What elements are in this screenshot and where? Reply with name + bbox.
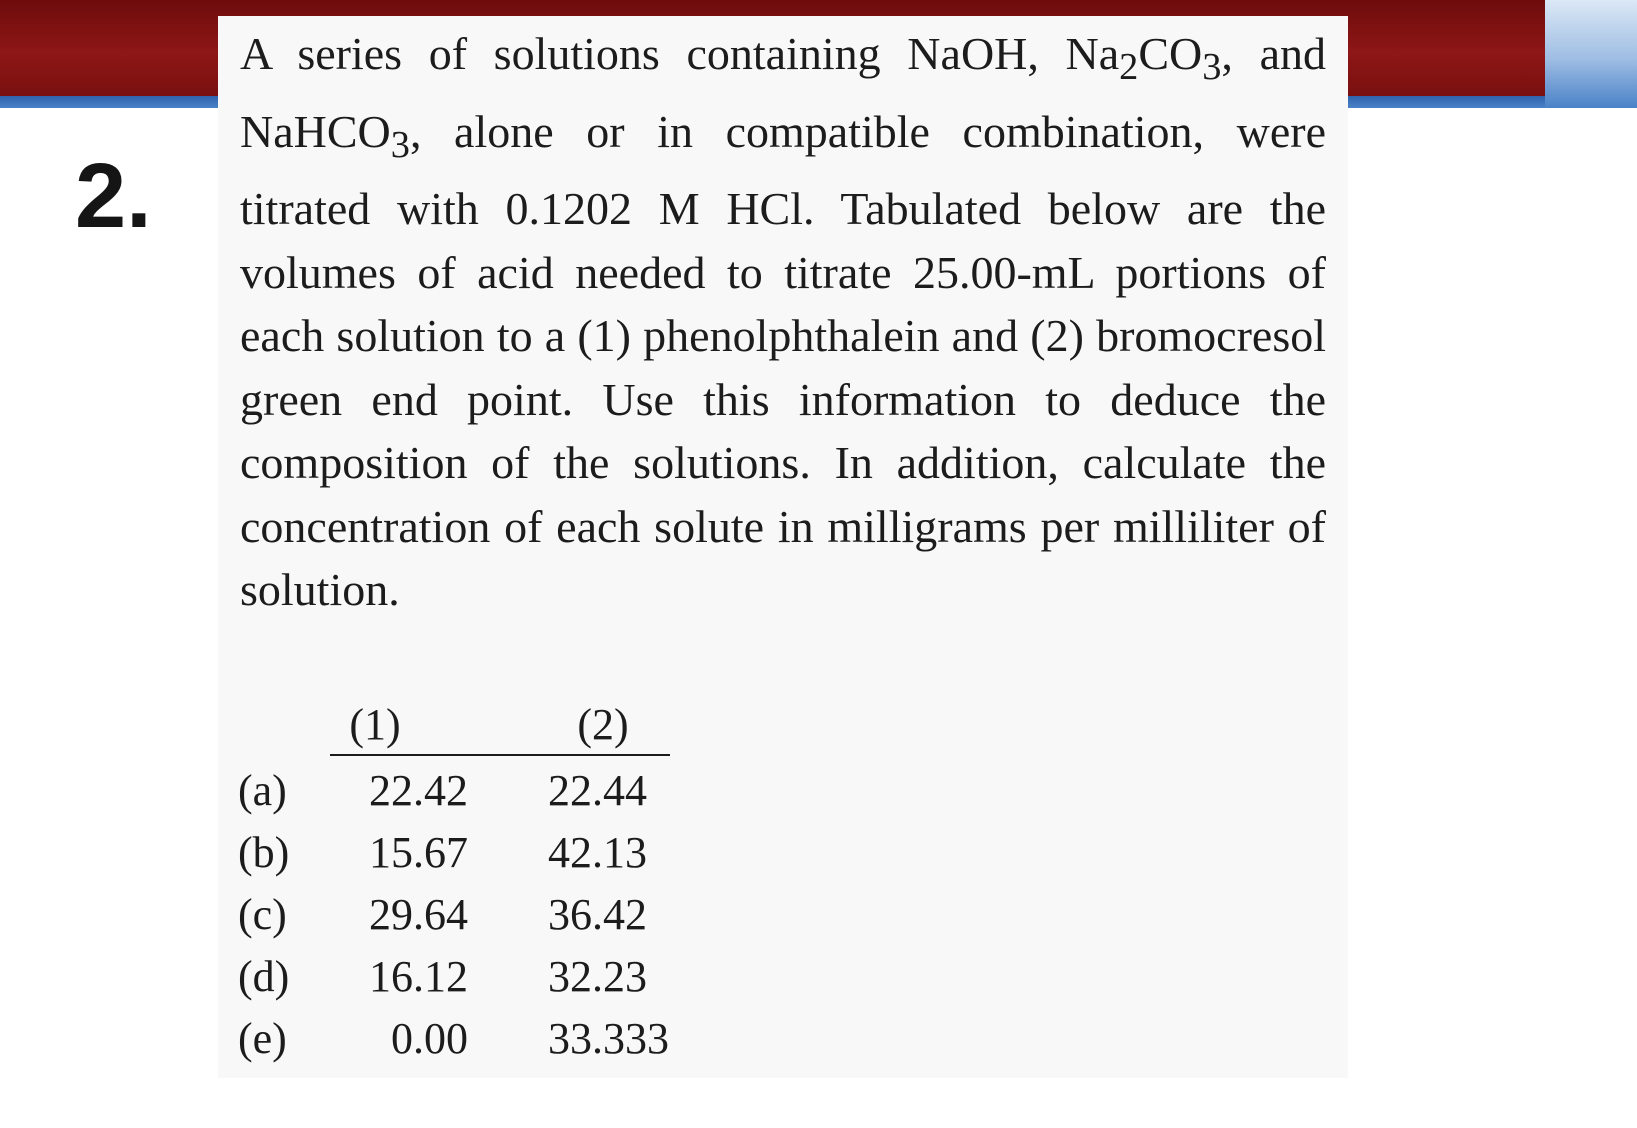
problem-text: [240, 22, 1326, 622]
volume-phenolphthalein: 29.64: [369, 890, 468, 939]
table-row: [238, 824, 718, 882]
problem-text-segment: CO: [1138, 28, 1203, 79]
question-number: 2.: [75, 145, 152, 247]
row-label: (e): [238, 1014, 287, 1063]
table-row: [238, 762, 718, 820]
problem-text-segment: , alone or in compatible combination, were titrated with 0.1202 M HCl. Tabulated below are the volumes of acid needed to titrate 25.00-mL portions of each solution to a (1) phenolphthalein and (2) bromocresol green end point. Use this information to deduce the composition of the solutions. In addition, calculate the concentration of each solute in milligrams per milliliter of solution.: [240, 105, 1326, 616]
row-label: (c): [238, 890, 287, 939]
problem-text-segment: and NaHCO: [240, 28, 1326, 157]
column-header-1: (1): [349, 700, 401, 749]
problem-text-segment: A series of solutions containing NaOH, Na: [240, 28, 1120, 79]
table-row: [238, 886, 718, 944]
column-header-2: (2): [577, 700, 629, 749]
volume-bromocresol-green: 33.333: [548, 1014, 669, 1063]
subscript: 3: [1202, 46, 1222, 89]
row-label: (a): [238, 766, 287, 815]
volume-phenolphthalein: 22.42: [369, 766, 468, 815]
row-label: (b): [238, 828, 290, 877]
row-label: (d): [238, 952, 290, 1001]
subscript: 3: [390, 123, 410, 166]
table-row: [238, 1010, 718, 1068]
volume-bromocresol-green: 36.42: [548, 890, 647, 939]
volume-phenolphthalein: 16.12: [369, 952, 468, 1001]
volume-bromocresol-green: 22.44: [548, 766, 647, 815]
problem-text-segment: ,: [1221, 28, 1233, 79]
volume-bromocresol-green: 42.13: [548, 828, 647, 877]
volume-phenolphthalein: 0.00: [391, 1014, 468, 1063]
volume-phenolphthalein: 15.67: [369, 828, 468, 877]
header-accent: [1545, 0, 1637, 108]
subscript: 2: [1119, 46, 1139, 89]
table-row: [238, 948, 718, 1006]
volume-bromocresol-green: 32.23: [548, 952, 647, 1001]
header-underline: [330, 754, 670, 756]
